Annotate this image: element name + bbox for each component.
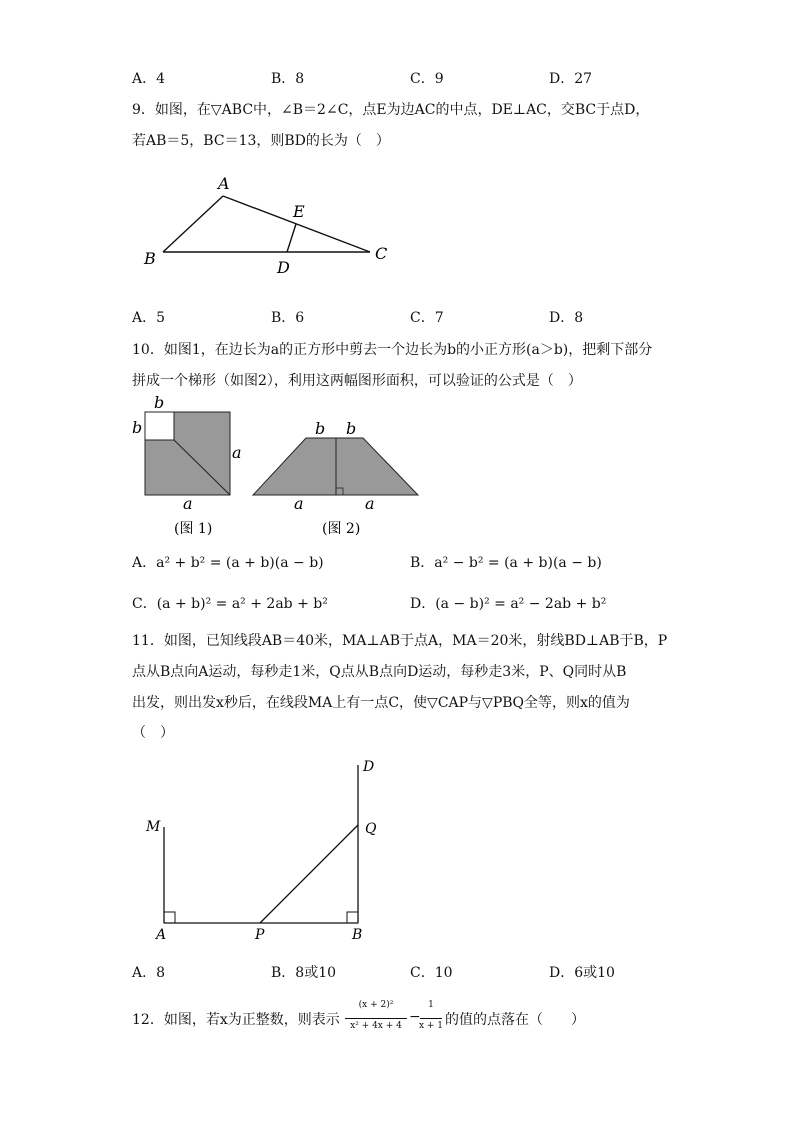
q10-figure-2 (248, 418, 424, 540)
q12-frac2-numerator: 1 (428, 1000, 434, 1010)
q12-frac1-denominator: x² + 4x + 4 (350, 1021, 402, 1031)
q12-prefix: 12．如图，若x为正整数，则表示 (132, 1012, 340, 1028)
q11-label-q: Q (365, 821, 377, 837)
q10-fig2-label-bottom-a2: a (365, 494, 375, 513)
q10-stem-line2: 拼成一个梯形（如图2），利用这两幅图形面积，可以验证的公式是（ ） (132, 373, 582, 389)
q9-label-a: A (218, 174, 230, 193)
q9-option-c[interactable]: C．7 (410, 310, 444, 326)
q11-segment-pq (260, 825, 358, 923)
q8-option-b[interactable]: B．8 (271, 71, 305, 87)
q9-stem-line1: 9．如图，在▽ABC中，∠B＝2∠C，点E为边AC的中点，DE⊥AC，交BC于点D， (132, 102, 650, 118)
q9-label-d: D (277, 258, 290, 277)
q11-option-d[interactable]: D．6或10 (549, 965, 615, 981)
q10-option-d[interactable]: D．(a − b)² = a² − 2ab + b² (410, 596, 607, 612)
q10-fig2-label-top-b2: b (346, 419, 357, 438)
q11-option-a[interactable]: A．8 (132, 965, 166, 981)
q10-option-a[interactable]: A．a² + b² = (a + b)(a − b) (132, 555, 324, 571)
q12-frac1-numerator: (x + 2)² (358, 1000, 394, 1010)
q9-label-b: B (144, 249, 156, 268)
q10-option-b[interactable]: B．a² − b² = (a + b)(a − b) (410, 555, 602, 571)
q11-label-b: B (352, 927, 363, 943)
q10-fig1-label-right-a: a (232, 443, 242, 462)
q11-stem-line1: 11．如图，已知线段AB＝40米，MA⊥AB于点A，MA＝20米，射线BD⊥AB于B，P (132, 633, 668, 649)
q10-figure-1 (128, 392, 250, 540)
q10-option-c[interactable]: C．(a + b)² = a² + 2ab + b² (132, 596, 328, 612)
q11-label-d: D (363, 759, 375, 775)
q12-minus-sign: − (409, 1009, 421, 1025)
q11-stem-line3: 出发，则出发x秒后，在线段MA上有一点C，使▽CAP与▽PBQ全等，则x的值为 (132, 695, 630, 711)
q11-option-c[interactable]: C．10 (410, 965, 453, 981)
q12-frac1-bar (345, 1018, 407, 1019)
q9-triangle-figure (130, 165, 410, 280)
q12-frac2-denominator: x + 1 (418, 1021, 444, 1031)
q8-option-c[interactable]: C．9 (410, 71, 444, 87)
q11-stem-line4: （ ） (132, 725, 174, 741)
q11-option-b[interactable]: B．8或10 (271, 965, 337, 981)
q9-option-a[interactable]: A．5 (132, 310, 166, 326)
q9-stem-line2: 若AB＝5，BC＝13，则BD的长为（ ） (132, 133, 390, 149)
q10-fig2-label-bottom-a1: a (294, 494, 304, 513)
q11-label-a: A (156, 927, 167, 943)
q8-option-d[interactable]: D．27 (549, 71, 593, 87)
q10-fig1-label-bottom-a: a (183, 494, 193, 513)
q10-fig2-label-top-b1: b (315, 419, 326, 438)
q8-option-a[interactable]: A．4 (132, 71, 166, 87)
q9-segment-de (287, 224, 296, 252)
q12-frac2-bar (420, 1018, 442, 1019)
q9-label-c: C (375, 244, 388, 263)
q11-figure (140, 755, 390, 950)
q10-fig1-caption: (图 1) (174, 521, 213, 537)
q9-option-b[interactable]: B．6 (271, 310, 305, 326)
q9-option-d[interactable]: D．8 (549, 310, 584, 326)
q10-stem-line1: 10．如图1，在边长为a的正方形中剪去一个边长为b的小正方形(a＞b)，把剩下部分 (132, 342, 653, 358)
q9-side-ab (163, 196, 223, 252)
q10-fig2-caption: (图 2) (322, 521, 361, 537)
q12-suffix: 的值的点落在（ ） (445, 1012, 585, 1028)
q10-fig1-label-top-b: b (154, 393, 165, 412)
q9-label-e: E (293, 202, 305, 221)
q11-label-m: M (146, 819, 161, 835)
q10-fig1-label-left-b: b (132, 418, 143, 437)
q11-stem-line2: 点从B点向A运动，每秒走1米，Q点从B点向D运动，每秒走3米，P、Q同时从B (132, 664, 627, 680)
q11-label-p: P (255, 927, 265, 943)
